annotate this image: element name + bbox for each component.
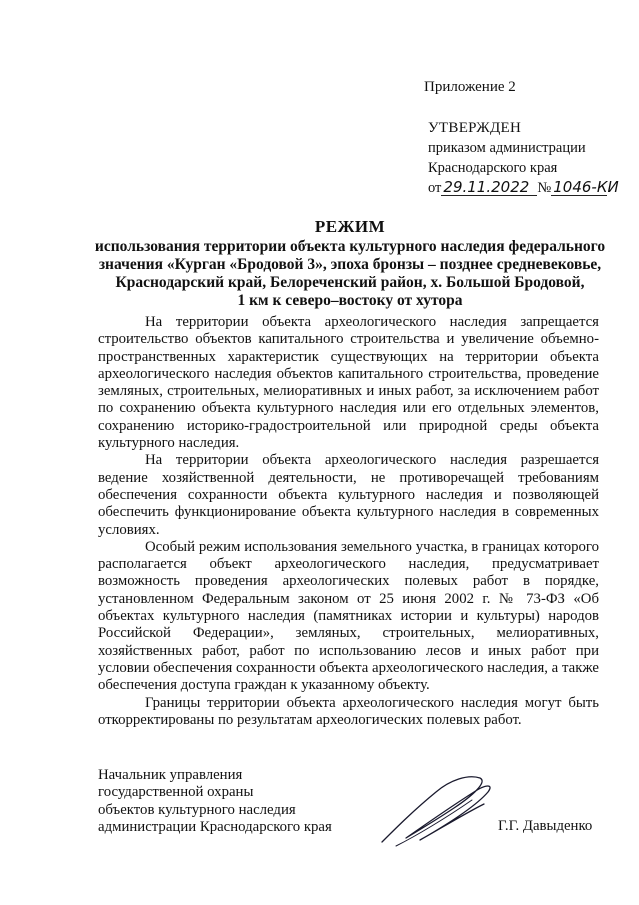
handwritten-signature [376, 770, 498, 852]
approval-stamp [428, 118, 619, 198]
document-title [60, 218, 639, 310]
position-line-1: Начальник управления [98, 767, 243, 783]
appendix-label: Приложение 2 [424, 79, 516, 95]
approval-date: 29.11.2022 [441, 179, 537, 196]
approval-from-label: от [428, 180, 442, 196]
paragraph-1: На территории объекта археологического наследия запрещается строительство объектов капитального строительства и увеличение объемно-пространственных характеристик существующих на территории объекта археологического наследия объектов капитального строительства, проведение земляных, строительных, мелиоративных и иных работ, за исключением работ по сохранению объекта культурного наследия или его отдельных элементов, сохранению историко-градостроительной или природной среды объекта культурного наследия. [98, 314, 599, 452]
title-heading: РЕЖИМ [314, 217, 386, 236]
approval-number-sign: № [537, 180, 552, 196]
position-line-4: администрации Краснодарского края [98, 818, 332, 835]
title-line-3: Краснодарский край, Белореченский район, х. Большой Бродовой, [115, 274, 585, 291]
approval-line-2: Краснодарского края [428, 160, 558, 176]
approval-line-1: приказом администрации [428, 140, 586, 156]
position-line-3: объектов культурного наследия [98, 801, 296, 818]
title-line-4: 1 км к северо–востоку от хутора [237, 292, 463, 309]
approval-date-line [428, 178, 619, 198]
approval-number: 1046-КИ [553, 178, 619, 196]
paragraph-3: Особый режим использования земельного участка, в границах которого располагается объект археологического наследия, предусматривает возможность проведения археологических полевых работ в порядке, установленном Федеральным законом от 25 июня 2002 г. № 73-ФЗ «Об объектах культурного наследия (памятниках истории и культуры) народов Российской Федерации», земляных, строительных, мелиоративных, хозяйственных работ, работ по использованию лесов и иных работ при условии обеспечения сохранности объекта археологического наследия, а также обеспечения доступа граждан к указанному объекту. [98, 538, 599, 694]
title-line-2: значения «Курган «Бродовой 3», эпоха бронзы – позднее средневековье, [98, 256, 602, 273]
approval-title: УТВЕРЖДЕН [428, 120, 522, 136]
paragraph-2: На территории объекта археологического наследия разрешается ведение хозяйственной деятельности, не противоречащей требованиям обеспечения сохранности объекта культурного наследия и позволяющей обеспечить функционирование объекта культурного наследия в современных условиях. [98, 452, 599, 538]
signatory-name: Г.Г. Давыденко [498, 818, 593, 834]
document-body [98, 314, 599, 729]
title-line-1: использования территории объекта культурного наследия федерального [94, 238, 606, 255]
signatory-position [98, 767, 332, 836]
position-line-2: государственной охраны [98, 784, 254, 801]
paragraph-4: Границы территории объекта археологического наследия могут быть откорректированы по результатам археологических полевых работ. [98, 694, 599, 728]
